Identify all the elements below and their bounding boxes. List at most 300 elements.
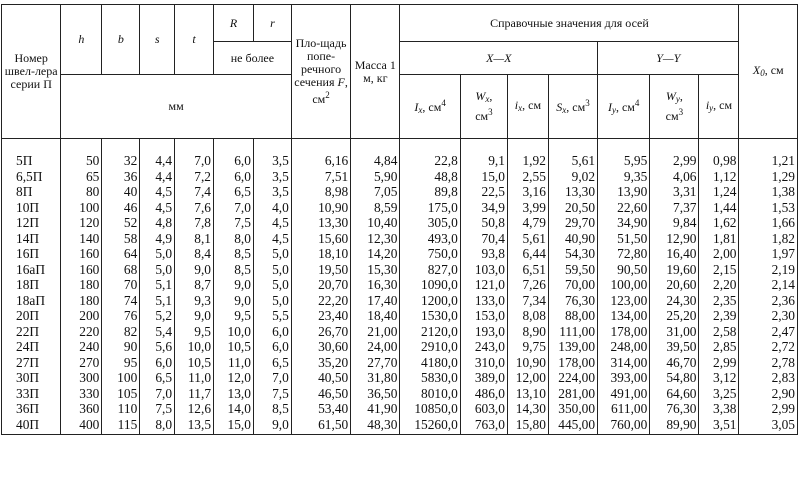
header-area-text: Пло-щадь попе-речного сечения <box>294 36 347 89</box>
table-cell: 15,60 <box>291 231 350 247</box>
table-cell: 27,70 <box>351 355 400 371</box>
cell-channel-number: 18П <box>2 277 61 293</box>
table-cell: 61,50 <box>291 417 350 435</box>
table-cell: 270 <box>61 355 102 371</box>
table-cell: 46,70 <box>650 355 699 371</box>
table-cell: 1,97 <box>739 246 798 262</box>
table-cell: 603,0 <box>460 401 507 417</box>
table-cell: 6,5 <box>140 370 175 386</box>
table-cell: 7,34 <box>507 293 548 309</box>
table-cell: 2,36 <box>739 293 798 309</box>
table-cell: 5,0 <box>140 246 175 262</box>
table-row <box>2 277 798 293</box>
table-row <box>2 262 798 278</box>
table-cell: 180 <box>61 293 102 309</box>
header-Wx-exp: 3 <box>488 107 493 117</box>
header-ix-symbol: i <box>514 97 519 112</box>
table-cell: 220 <box>61 324 102 340</box>
header-channel-number: Номер швел-лера серии П <box>2 5 61 139</box>
table-row <box>2 339 798 355</box>
table-cell: 22,20 <box>291 293 350 309</box>
table-cell: 64,60 <box>650 386 699 402</box>
table-cell: 2,00 <box>699 246 739 262</box>
header-Iy-exp: 4 <box>634 97 640 108</box>
header-Wx-unit: см <box>475 109 489 123</box>
table-cell: 175,0 <box>400 200 460 216</box>
table-cell: 1200,0 <box>400 293 460 309</box>
table-cell: 6,5 <box>214 184 254 200</box>
table-cell: 39,50 <box>650 339 699 355</box>
table-cell: 2,55 <box>507 169 548 185</box>
table-row <box>2 246 798 262</box>
table-cell: 21,00 <box>351 324 400 340</box>
table-cell: 9,75 <box>507 339 548 355</box>
cell-channel-number: 12П <box>2 215 61 231</box>
table-cell: 5,5 <box>253 308 291 324</box>
table-cell: 10,0 <box>214 324 254 340</box>
table-cell: 76,30 <box>650 401 699 417</box>
table-row <box>2 417 798 435</box>
header-Sx-symbol: S <box>556 99 563 114</box>
table-cell: 2,85 <box>699 339 739 355</box>
table-cell: 30,60 <box>291 339 350 355</box>
table-cell: 310,0 <box>460 355 507 371</box>
table-cell: 89,90 <box>650 417 699 435</box>
header-Iy-unit: , см <box>615 99 635 114</box>
header-Wy-sub: y <box>675 94 680 104</box>
header-s: s <box>140 5 175 75</box>
table-cell: 12,6 <box>175 401 214 417</box>
table-cell: 7,0 <box>140 386 175 402</box>
table-cell: 59,50 <box>548 262 597 278</box>
table-cell: 8,5 <box>214 262 254 278</box>
table-cell: 10,90 <box>291 200 350 216</box>
table-cell: 3,12 <box>699 370 739 386</box>
table-cell: 2,15 <box>699 262 739 278</box>
header-x0 <box>739 5 798 139</box>
table-body <box>2 139 798 435</box>
table-cell: 7,5 <box>140 401 175 417</box>
header-x0-symbol: X <box>752 62 761 77</box>
table-cell: 11,0 <box>214 355 254 371</box>
table-cell: 68 <box>102 262 140 278</box>
table-cell: 2,14 <box>739 277 798 293</box>
table-cell: 1090,0 <box>400 277 460 293</box>
table-cell: 2,83 <box>739 370 798 386</box>
table-cell: 36,50 <box>351 386 400 402</box>
table-cell: 48,30 <box>351 417 400 435</box>
table-cell: 8,98 <box>291 184 350 200</box>
table-row <box>2 200 798 216</box>
table-cell: 14,0 <box>214 401 254 417</box>
table-cell: 90 <box>102 339 140 355</box>
cell-channel-number: 5П <box>2 139 61 169</box>
table-cell: 9,0 <box>253 417 291 435</box>
table-cell: 7,05 <box>351 184 400 200</box>
header-Wx: $W_x$, $см^3$ <box>460 75 507 139</box>
table-row <box>2 401 798 417</box>
table-cell: 110 <box>102 401 140 417</box>
table-cell: 93,8 <box>460 246 507 262</box>
table-cell: 1,92 <box>507 139 548 169</box>
table-cell: 2,78 <box>739 355 798 371</box>
header-Sx-unit: , см <box>566 99 586 114</box>
table-cell: 123,00 <box>598 293 650 309</box>
table-cell: 2120,0 <box>400 324 460 340</box>
table-cell: 88,00 <box>548 308 597 324</box>
table-cell: 4,84 <box>351 139 400 169</box>
table-cell: 7,2 <box>175 169 214 185</box>
table-cell: 160 <box>61 246 102 262</box>
header-iy <box>699 75 739 139</box>
cell-channel-number: 16П <box>2 246 61 262</box>
cell-channel-number: 30П <box>2 370 61 386</box>
table-cell: 20,50 <box>548 200 597 216</box>
header-area-F: F <box>337 75 345 89</box>
table-cell: 24,00 <box>351 339 400 355</box>
table-cell: 70,4 <box>460 231 507 247</box>
header-mass: Масса 1 м, кг <box>351 5 400 139</box>
header-r: r <box>253 5 291 42</box>
table-cell: 393,00 <box>598 370 650 386</box>
table-cell: 50 <box>61 139 102 169</box>
table-cell: 64 <box>102 246 140 262</box>
table-cell: 7,26 <box>507 277 548 293</box>
table-cell: 4180,0 <box>400 355 460 371</box>
table-cell: 12,0 <box>214 370 254 386</box>
table-cell: 8,08 <box>507 308 548 324</box>
table-cell: 11,7 <box>175 386 214 402</box>
table-cell: 8,7 <box>175 277 214 293</box>
table-cell: 8,1 <box>175 231 214 247</box>
cell-channel-number: 18аП <box>2 293 61 309</box>
table-cell: 4,79 <box>507 215 548 231</box>
table-cell: 51,50 <box>598 231 650 247</box>
table-cell: 54,80 <box>650 370 699 386</box>
table-cell: 1,38 <box>739 184 798 200</box>
table-cell: 2,58 <box>699 324 739 340</box>
table-cell: 22,5 <box>460 184 507 200</box>
table-cell: 8,4 <box>175 246 214 262</box>
table-cell: 41,90 <box>351 401 400 417</box>
header-x0-unit: , см <box>764 62 784 77</box>
table-cell: 305,0 <box>400 215 460 231</box>
table-cell: 10,5 <box>214 339 254 355</box>
table-row <box>2 324 798 340</box>
table-cell: 70,00 <box>548 277 597 293</box>
table-cell: 4,9 <box>140 231 175 247</box>
cell-channel-number: 36П <box>2 401 61 417</box>
table-cell: 5,0 <box>253 277 291 293</box>
table-cell: 139,00 <box>548 339 597 355</box>
table-cell: 29,70 <box>548 215 597 231</box>
table-cell: 763,0 <box>460 417 507 435</box>
table-cell: 16,30 <box>351 277 400 293</box>
table-cell: 4,5 <box>253 231 291 247</box>
table-cell: 2,19 <box>739 262 798 278</box>
table-cell: 13,0 <box>214 386 254 402</box>
table-cell: 4,06 <box>650 169 699 185</box>
table-cell: 5830,0 <box>400 370 460 386</box>
table-cell: 6,51 <box>507 262 548 278</box>
table-cell: 8,0 <box>214 231 254 247</box>
table-cell: 100 <box>102 370 140 386</box>
table-cell: 4,5 <box>253 215 291 231</box>
table-cell: 2,72 <box>739 339 798 355</box>
header-t: t <box>175 5 214 75</box>
table-cell: 1530,0 <box>400 308 460 324</box>
table-cell: 100 <box>61 200 102 216</box>
table-row <box>2 370 798 386</box>
header-x0-sub: 0 <box>760 67 765 78</box>
table-cell: 9,1 <box>460 139 507 169</box>
table-cell: 0,98 <box>699 139 739 169</box>
table-cell: 3,31 <box>650 184 699 200</box>
table-cell: 1,29 <box>739 169 798 185</box>
table-cell: 160 <box>61 262 102 278</box>
table-cell: 10,5 <box>175 355 214 371</box>
table-cell: 7,0 <box>175 139 214 169</box>
table-cell: 121,0 <box>460 277 507 293</box>
header-Wx-sub: x <box>485 94 490 104</box>
table-cell: 491,00 <box>598 386 650 402</box>
table-cell: 1,82 <box>739 231 798 247</box>
cell-channel-number: 6,5П <box>2 169 61 185</box>
table-cell: 40,50 <box>291 370 350 386</box>
table-cell: 1,53 <box>739 200 798 216</box>
table-cell: 5,61 <box>507 231 548 247</box>
table-row <box>2 169 798 185</box>
table-cell: 9,02 <box>548 169 597 185</box>
table-cell: 243,0 <box>460 339 507 355</box>
table-cell: 48,8 <box>400 169 460 185</box>
table-cell: 100,00 <box>598 277 650 293</box>
table-cell: 10850,0 <box>400 401 460 417</box>
header-area <box>291 5 350 139</box>
table-cell: 3,38 <box>699 401 739 417</box>
header-Ix-sub: x <box>418 104 423 115</box>
table-cell: 4,4 <box>140 169 175 185</box>
table-cell: 8010,0 <box>400 386 460 402</box>
table-cell: 6,5 <box>253 355 291 371</box>
table-cell: 9,0 <box>214 293 254 309</box>
table-cell: 1,21 <box>739 139 798 169</box>
table-cell: 2,39 <box>699 308 739 324</box>
header-ix-sub: x <box>518 102 523 113</box>
table-cell: 18,40 <box>351 308 400 324</box>
header-axis-xx: X—X <box>400 42 598 75</box>
table-row <box>2 231 798 247</box>
table-cell: 445,00 <box>548 417 597 435</box>
table-cell: 180 <box>61 277 102 293</box>
table-cell: 2,99 <box>699 355 739 371</box>
table-cell: 115 <box>102 417 140 435</box>
table-header <box>2 5 798 139</box>
table-cell: 8,5 <box>214 246 254 262</box>
table-cell: 40,90 <box>548 231 597 247</box>
cell-channel-number: 24П <box>2 339 61 355</box>
header-Iy-sub: y <box>611 104 616 115</box>
table-cell: 52 <box>102 215 140 231</box>
table-cell: 5,90 <box>351 169 400 185</box>
table-cell: 8,90 <box>507 324 548 340</box>
table-cell: 19,50 <box>291 262 350 278</box>
header-Wx-symbol: W <box>475 89 486 103</box>
table-cell: 9,5 <box>214 308 254 324</box>
table-cell: 193,0 <box>460 324 507 340</box>
table-cell: 58 <box>102 231 140 247</box>
header-Sx <box>548 75 597 139</box>
table-cell: 7,8 <box>175 215 214 231</box>
table-cell: 26,70 <box>291 324 350 340</box>
table-cell: 120 <box>61 215 102 231</box>
table-cell: 5,6 <box>140 339 175 355</box>
table-cell: 9,5 <box>175 324 214 340</box>
table-cell: 24,30 <box>650 293 699 309</box>
table-cell: 140 <box>61 231 102 247</box>
cell-channel-number: 14П <box>2 231 61 247</box>
table-cell: 19,60 <box>650 262 699 278</box>
table-cell: 3,05 <box>739 417 798 435</box>
table-cell: 53,40 <box>291 401 350 417</box>
table-cell: 6,44 <box>507 246 548 262</box>
table-cell: 4,5 <box>140 184 175 200</box>
table-cell: 36 <box>102 169 140 185</box>
table-cell: 10,90 <box>507 355 548 371</box>
table-cell: 611,00 <box>598 401 650 417</box>
table-cell: 1,12 <box>699 169 739 185</box>
table-cell: 2910,0 <box>400 339 460 355</box>
table-cell: 13,10 <box>507 386 548 402</box>
table-cell: 3,5 <box>253 184 291 200</box>
table-cell: 34,90 <box>598 215 650 231</box>
table-cell: 10,0 <box>175 339 214 355</box>
table-cell: 103,0 <box>460 262 507 278</box>
header-Wy: $W_y$, $см^3$ <box>650 75 699 139</box>
header-Wy-exp: 3 <box>678 107 684 117</box>
table-cell: 9,35 <box>598 169 650 185</box>
table-row <box>2 308 798 324</box>
table-cell: 827,0 <box>400 262 460 278</box>
table-cell: 16,40 <box>650 246 699 262</box>
table-cell: 3,5 <box>253 169 291 185</box>
cell-channel-number: 8П <box>2 184 61 200</box>
table-cell: 12,90 <box>650 231 699 247</box>
table-cell: 330 <box>61 386 102 402</box>
cell-channel-number: 27П <box>2 355 61 371</box>
table-cell: 9,0 <box>214 277 254 293</box>
table-row <box>2 386 798 402</box>
cell-channel-number: 16аП <box>2 262 61 278</box>
table-row <box>2 139 798 169</box>
header-Wy-unit: см <box>665 109 679 123</box>
table-cell: 4,5 <box>140 200 175 216</box>
cell-channel-number: 20П <box>2 308 61 324</box>
table-cell: 13,5 <box>175 417 214 435</box>
table-cell: 31,00 <box>650 324 699 340</box>
table-cell: 12,00 <box>507 370 548 386</box>
table-cell: 70 <box>102 277 140 293</box>
table-cell: 9,3 <box>175 293 214 309</box>
table-cell: 1,81 <box>699 231 739 247</box>
table-row <box>2 184 798 200</box>
header-Ix <box>400 75 460 139</box>
table-cell: 486,0 <box>460 386 507 402</box>
table-cell: 25,20 <box>650 308 699 324</box>
table-cell: 360 <box>61 401 102 417</box>
table-cell: 2,47 <box>739 324 798 340</box>
table-cell: 76 <box>102 308 140 324</box>
table-cell: 111,00 <box>548 324 597 340</box>
table-cell: 5,1 <box>140 277 175 293</box>
table-cell: 750,0 <box>400 246 460 262</box>
table-cell: 15,80 <box>507 417 548 435</box>
table-cell: 9,0 <box>175 262 214 278</box>
table-cell: 95 <box>102 355 140 371</box>
table-cell: 350,00 <box>548 401 597 417</box>
header-Iy <box>598 75 650 139</box>
table-cell: 281,00 <box>548 386 597 402</box>
table-cell: 1,66 <box>739 215 798 231</box>
table-cell: 6,16 <box>291 139 350 169</box>
table-cell: 2,30 <box>739 308 798 324</box>
table-cell: 54,30 <box>548 246 597 262</box>
table-cell: 3,16 <box>507 184 548 200</box>
table-cell: 4,4 <box>140 139 175 169</box>
table-cell: 5,4 <box>140 324 175 340</box>
table-cell: 314,00 <box>598 355 650 371</box>
header-iy-sub: y <box>709 102 714 113</box>
table-cell: 3,51 <box>699 417 739 435</box>
header-ix <box>507 75 548 139</box>
table-cell: 6,0 <box>214 139 254 169</box>
table-cell: 5,61 <box>548 139 597 169</box>
table-cell: 40 <box>102 184 140 200</box>
table-cell: 1,62 <box>699 215 739 231</box>
header-Ix-exp: 4 <box>441 97 446 108</box>
table-cell: 7,0 <box>253 370 291 386</box>
table-cell: 20,70 <box>291 277 350 293</box>
table-cell: 2,99 <box>650 139 699 169</box>
header-mm: мм <box>61 75 291 139</box>
table-cell: 76,30 <box>548 293 597 309</box>
table-cell: 5,0 <box>253 262 291 278</box>
table-cell: 224,00 <box>548 370 597 386</box>
table-cell: 18,10 <box>291 246 350 262</box>
table-cell: 493,0 <box>400 231 460 247</box>
table-cell: 5,0 <box>140 262 175 278</box>
table-cell: 15,30 <box>351 262 400 278</box>
header-area-exp: 2 <box>325 90 330 100</box>
header-Ix-unit: , см <box>422 99 442 114</box>
table-cell: 46 <box>102 200 140 216</box>
table-cell: 400 <box>61 417 102 435</box>
table-cell: 7,5 <box>214 215 254 231</box>
header-Sx-sub: x <box>562 104 567 115</box>
table-cell: 2,20 <box>699 277 739 293</box>
table-cell: 5,2 <box>140 308 175 324</box>
header-ix-unit: , см <box>522 97 542 112</box>
header-area-unit: , см <box>312 75 348 106</box>
table-cell: 240 <box>61 339 102 355</box>
cell-channel-number: 40П <box>2 417 61 435</box>
table-cell: 248,00 <box>598 339 650 355</box>
table-cell: 31,80 <box>351 370 400 386</box>
cell-channel-number: 33П <box>2 386 61 402</box>
table-cell: 9,0 <box>175 308 214 324</box>
table-cell: 1,24 <box>699 184 739 200</box>
header-h: h <box>61 5 102 75</box>
